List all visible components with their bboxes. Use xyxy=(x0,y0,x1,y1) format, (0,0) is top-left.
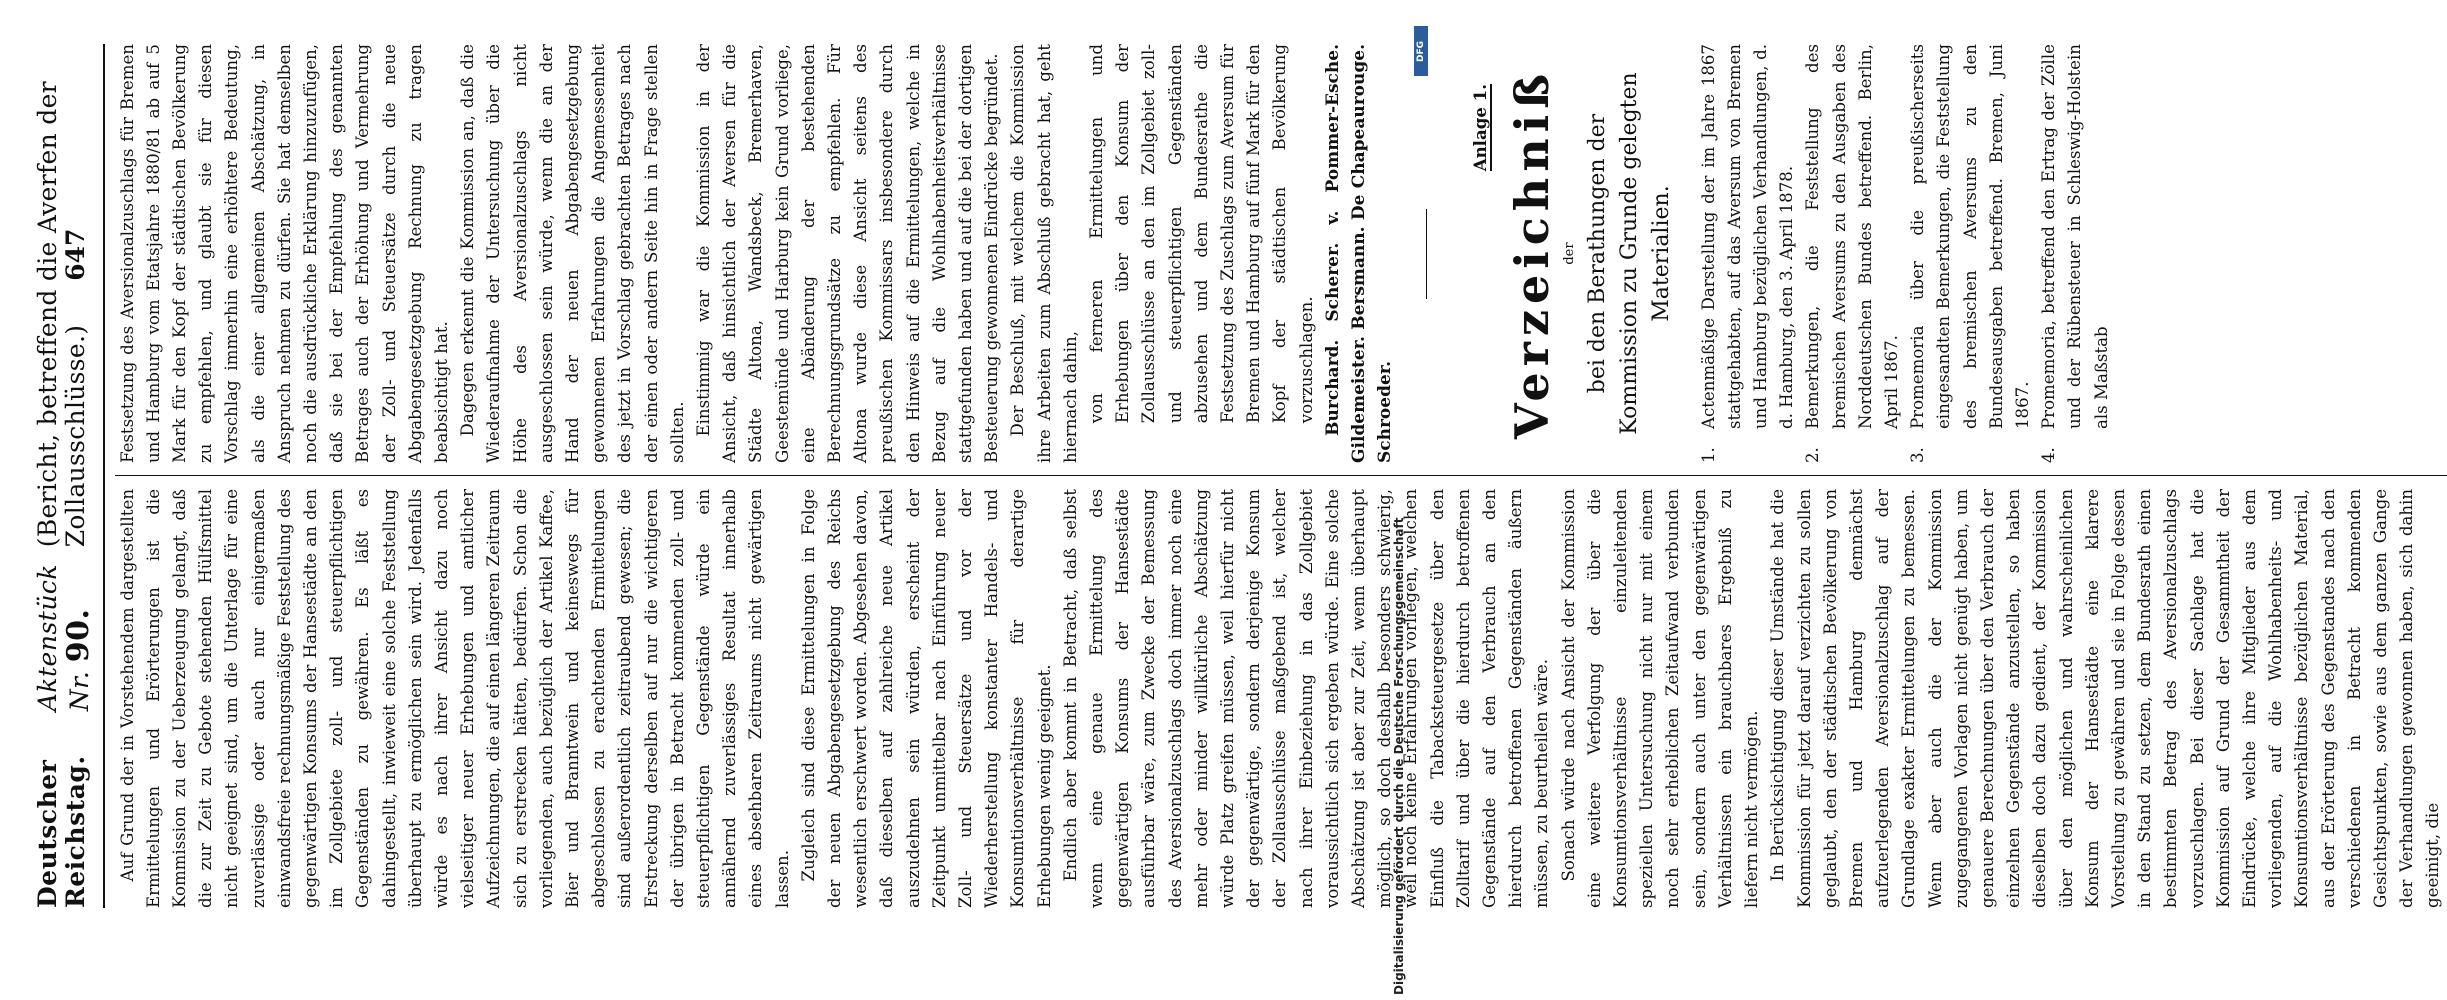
paragraph: Zugleich sind diese Ermittelungen in Folge der neuen Abgabengesetzgebung des Reichs wesentlich erschwert worden. Abgesehen davon, daß dieselben auf zahlreiche neue Artikel auszudehnen sein würden, erscheint der Zeitpunkt unmittelbar nach Einführung neuer Zoll- und Steuersätze und vor der Wiederherstellung konstanter Handels- und Konsumtionsverhältnisse für derartige Erhebungen wenig geeignet. xyxy=(798,488,1054,908)
list-item-text: Actenmäßige Darstellung der im Jahre 1867 stattgehabten, auf das Aversum von Bremen und Hamburg bezüglichen Verhandlungen, d. d. Hamburg, den 3. April 1878. xyxy=(1698,44,1797,430)
appendix-label-text: Anlage 1. xyxy=(1469,84,1490,172)
text-columns xyxy=(115,44,2447,908)
list-item-text: Promemoria über die preußischerseits eingesandten Bemerkungen, die Feststellung des bremischen Aversums zu den Bundesausgaben betreffend. Bremen, Juni 1867. xyxy=(1908,44,2033,430)
paragraph: Sonach würde nach Ansicht der Kommission eine weitere Verfolgung der über die Konsumtionsverhältnisse einzuleitenden speziellen Untersuchung nicht nur mit einem noch sehr erheblichen Zeitaufwand verbunden sein, sondern auch unter den gegenwärtigen Verhältnissen ein brauchbares Ergebniß zu liefern nicht vermögen. xyxy=(1558,488,1762,908)
header-middle-number: 90. xyxy=(60,608,96,663)
header-right: (Bericht, betreffend die Averfen der Zollausschlüsse.) xyxy=(33,81,90,548)
list-item xyxy=(1800,44,1905,463)
appendix-title-small: der xyxy=(1561,242,1577,265)
appendix-label xyxy=(1467,44,1493,463)
right-column xyxy=(115,44,2447,463)
paragraph: Endlich aber kommt in Betracht, daß selbst wenn eine genaue Ermittelung des gegenwärtigen Konsums der Hansestädte ausführbar wäre, zum Zwecke der Bemessung des Aversionalzuschlags doch immer noch eine mehr oder minder willkürliche Abschätzung würde Platz greifen müssen, weil hierfür nicht der gegenwärtige, sondern derjenige Konsum der Zollausschlüsse maßgebend ist, welcher nach ihrer Einbeziehung in das Zollgebiet voraussichtlich sich ergeben würde. Eine solche Abschätzung ist aber zur Zeit, wenn überhaupt möglich, so doch deshalb besonders schwierig, weil noch keine Erfahrungen vorliegen, welchen Einfluß die Tabacksteuergesetze über den Zolltarif und über die hierdurch betroffenen Gegenstände auf den Verbrauch an den hierdurch betroffenen Gegenständen äußern müssen, zu beurtheilen wäre. xyxy=(1060,488,1552,908)
paragraph: Dagegen erkennt die Kommission an, daß die Wiederaufnahme der Untersuchung über die Höhe des Aversionalzuschlags nicht ausgeschlossen sein würde, wenn die an der Hand der neuen Abgabengesetzgebung gewonnenen Erfahrungen die Angemessenheit des jetzt in Vorschlag gebrachten Betrages nach der einen oder andern Seite hin in Frage stellen sollten. xyxy=(458,44,687,464)
column-divider xyxy=(115,476,2447,477)
list-item-number: 4. xyxy=(2039,447,2059,464)
list-item xyxy=(2036,44,2115,463)
materials-list xyxy=(1696,44,2115,463)
page-number: 647 xyxy=(60,228,90,281)
paragraph: Auf Grund der in Vorstehendem dargestellten Ermittelungen und Erörterungen ist die Kommission zu der Ueberzeugung gelangt, daß die zur Zeit zu Gebote stehenden Hülfsmittel nicht geeignet sind, um die Unterlage für eine zuverlässige oder auch nur einigermaßen einwandsfreie rechnungsmäßige Feststellung des gegenwärtigen Konsums der Hansestädte an den im Zollgebiete zoll- und steuerpflichtigen Gegenständen zu gewähren. Es läßt es dahingestellt, inwieweit eine solche Feststellung überhaupt zu ermöglichen sein wird. Jedenfalls würde es nach ihrer Ansicht dazu noch vielseitiger neuer Erhebungen und amtlicher Aufzeichnungen, die auf einen längeren Zeitraum sich zu erstrecken hätten, bedürfen. Schon die vorliegenden, auch bezüglich der Artikel Kaffee, Bier und Branntwein und keineswegs für abgeschlossen zu erachtenden Ermittelungen sind außerordentlich zeitraubend gewesen; die Erstreckung derselben auf nur die wichtigeren der übrigen in Betracht kommenden zoll- und steuerpflichtigen Gegenstände würde ein annähernd zuverlässiges Resultat innerhalb eines absehbaren Zeitraums nicht gewärtigen lassen. xyxy=(117,488,792,908)
header-left: Deutscher Reichstag. xyxy=(33,755,90,908)
digitization-credit: Digitalisierung gefördert durch die Deutsche Forschungsgemeinschaft xyxy=(1392,517,1406,995)
header-document-number xyxy=(34,547,95,711)
paragraph: Der Beschluß, mit welchem die Kommission ihre Arbeiten zum Abschluß gebracht hat, geht hiernach dahin, xyxy=(1008,44,1080,464)
appendix-title: Verzeichniß xyxy=(1505,67,1560,440)
header-middle-prefix: Aktenstück Nr. xyxy=(33,563,94,712)
page-header xyxy=(34,44,105,908)
list-item xyxy=(1905,44,2036,463)
appendix-subtitle: bei den Berathungen der Kommission zu Grunde gelegten Materialien. xyxy=(1584,72,1674,435)
list-item-number: 1. xyxy=(1698,447,1718,464)
dfg-logo-badge: DFG xyxy=(1414,26,1428,76)
paragraph: Einstimmig war die Kommission in der Ansicht, daß hinsichtlich der Aversen für die Städte Altona, Wandsbeck, Bremerhaven, Geestemünde und Harburg kein Grund vorliege, eine Abänderung der bestehenden Berechnungsgrundsätze zu empfehlen. Für Altona wurde diese Ansicht seitens des preußischen Kommissars insbesondere durch den Hinweis auf die Ermittelungen, welche in Bezug auf die Wohlhabenheitsverhältnisse stattgefunden haben und auf die bei der dortigen Besteuerung gewonnenen Eindrücke begründet. xyxy=(693,44,1002,464)
list-item xyxy=(1696,44,1801,463)
section-rule xyxy=(1426,209,1427,299)
paragraph: In Berücksichtigung dieser Umstände hat die Kommission für jetzt darauf verzichten zu sollen geglaubt, den der städtischen Bevölkerung von Bremen und Hamburg demnächst aufzuerlegenden Aversionalzuschlag auf der Grundlage exakter Ermittelungen zu bemessen. Wenn aber auch die der Kommission zugegangenen Vorlagen nicht genügt haben, um genauere Berechnungen über den Verbrauch der einzelnen Gegenstände anzustellen, so haben dieselben doch dazu gedient, der Kommission über den möglichen und wahrscheinlichen Konsum der Hansestädte eine klarere Vorstellung zu gewähren und sie in Folge dessen in den Stand zu setzen, dem Bundesrath einen bestimmten Betrag des Aversionalzuschlags vorzuschlagen. Bei dieser Sachlage hat die Kommission auf Grund der Gesammtheit der Eindrücke, welche ihre Mitglieder aus dem vorliegenden, auf die Wohlhabenheits- und Konsumtionsverhältnisse bezüglichen Material, aus der Erörterung des Gegenstandes nach den verschiedenen in Betracht kommenden Gesichtspunkten, sowie aus dem ganzen Gange der Verhandlungen gewonnen haben, sich dahin geeinigt, die xyxy=(1768,488,2443,908)
signatures: Burchard. Scherer. v. Pommer-Esche. Gildemeister. Bersmann. De Chapeaurouge. Schroeder. xyxy=(1322,44,1395,464)
list-item-number: 3. xyxy=(1908,447,1928,464)
header-right-group xyxy=(34,44,89,547)
paragraph: Festsetzung des Aversionalzuschlags für Bremen und Hamburg vom Etatsjahre 1880/81 ab auf 5 Mark für den Kopf der städtischen Bevölkerung zu empfehlen, und glaubt sie für diesen Vorschlag immerhin eine erhöhtere Bedeutung, als die einer allgemeinen Abschätzung, in Anspruch nehmen zu dürfen. Sie hat demselben noch die ausdrückliche Erklärung hinzuzufügen, daß sie bei der Empfehlung des genannten Betrages auch der Erhöhung und Vermehrung der Zoll- und Steuersätze durch die neue Abgabengesetzgebung Rechnung zu tragen beabsichtigt hat. xyxy=(117,44,451,464)
list-item-text: Promemoria, betreffend den Ertrag der Zölle und der Rübensteuer in Schleswig-Holstein als Maßstab xyxy=(2039,44,2111,430)
left-column xyxy=(115,489,2447,908)
list-item-number: 2. xyxy=(1803,447,1823,464)
resolution-text: von ferneren Ermittelungen und Erhebungen über den Konsum der Zollausschlüsse an den im Zollgebiet zoll- und steuerpflichtigen Gegenständen abzusehen und dem Bundesrathe die Festsetzung des Zuschlags zum Aversum für Bremen und Hamburg auf fünf Mark für den Kopf der städtischen Bevölkerung vorzuschlagen. xyxy=(1087,44,1316,424)
list-item-text: Bemerkungen, die Feststellung des bremischen Aversums zu den Ausgaben des Norddeutschen Bundes betreffend. Berlin, April 1867. xyxy=(1803,44,1902,430)
